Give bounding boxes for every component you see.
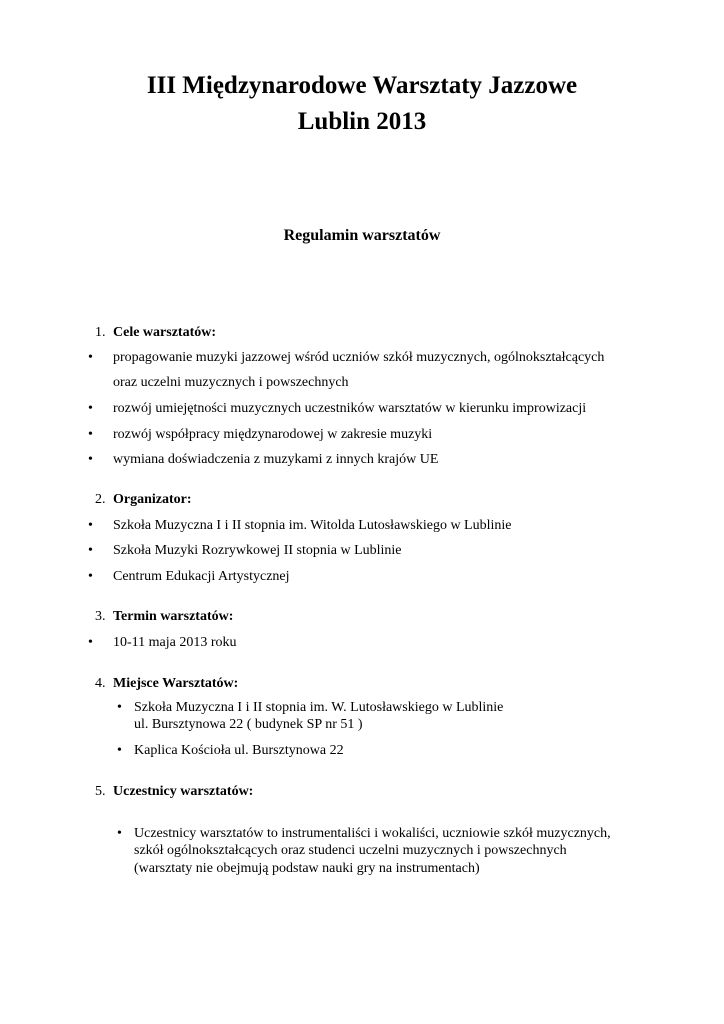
section-number: 5.: [95, 784, 106, 799]
document-title-line1: III Międzynarodowe Warsztaty Jazzowe: [146, 72, 578, 99]
section-heading: Uczestnicy warsztatów:: [113, 784, 254, 799]
list-item-text: 10-11 maja 2013 roku: [113, 635, 237, 650]
bullet-icon: •: [88, 401, 93, 416]
bullet-icon: •: [88, 569, 93, 584]
section-heading: Termin warsztatów:: [113, 609, 234, 624]
list-item-text: Uczestnicy warsztatów to instrumentaliści i wokaliści, uczniowie szkół muzycznych,: [134, 826, 611, 841]
list-item-text: Szkoła Muzyczna I i II stopnia im. Witolda Lutosławskiego w Lublinie: [113, 518, 512, 533]
section-number: 1.: [95, 325, 106, 340]
section-number: 2.: [95, 492, 106, 507]
list-item-text: rozwój współpracy międzynarodowej w zakresie muzyki: [113, 427, 433, 442]
list-item-text: Szkoła Muzyki Rozrywkowej II stopnia w Lublinie: [113, 543, 402, 558]
section-heading: Organizator:: [113, 492, 192, 507]
list-item-text: Szkoła Muzyczna I i II stopnia im. W. Lutosławskiego w Lublinie: [134, 700, 504, 715]
section-heading: Miejsce Warsztatów:: [113, 676, 239, 691]
list-item-text: wymiana doświadczenia z muzykami z innych krajów UE: [113, 452, 439, 467]
list-item-text: propagowanie muzyki jazzowej wśród uczniów szkół muzycznych, ogólnokształcących: [113, 350, 605, 365]
bullet-icon: •: [88, 635, 93, 650]
bullet-icon: •: [117, 700, 122, 715]
document-subtitle: Regulamin warsztatów: [283, 227, 441, 244]
section-number: 3.: [95, 609, 106, 624]
bullet-icon: •: [117, 826, 122, 841]
list-item-text: (warsztaty nie obejmują podstaw nauki gry na instrumentach): [134, 861, 480, 876]
section-heading: Cele warsztatów:: [113, 325, 217, 340]
bullet-icon: •: [88, 427, 93, 442]
bullet-icon: •: [117, 743, 122, 758]
list-item-text: Centrum Edukacji Artystycznej: [113, 569, 290, 584]
bullet-icon: •: [88, 518, 93, 533]
list-item-text: rozwój umiejętności muzycznych uczestników warsztatów w kierunku improwizacji: [113, 401, 587, 416]
document-title-line2: Lublin 2013: [297, 108, 427, 135]
list-item-text: szkół ogólnokształcących oraz studenci uczelni muzycznych i powszechnych: [134, 843, 567, 858]
list-item-text: oraz uczelni muzycznych i powszechnych: [113, 375, 349, 390]
bullet-icon: •: [88, 452, 93, 467]
bullet-icon: •: [88, 543, 93, 558]
section-number: 4.: [95, 676, 106, 691]
bullet-icon: •: [88, 350, 93, 365]
list-item-text: Kaplica Kościoła ul. Bursztynowa 22: [134, 743, 344, 758]
list-item-text: ul. Bursztynowa 22 ( budynek SP nr 51 ): [134, 717, 363, 732]
